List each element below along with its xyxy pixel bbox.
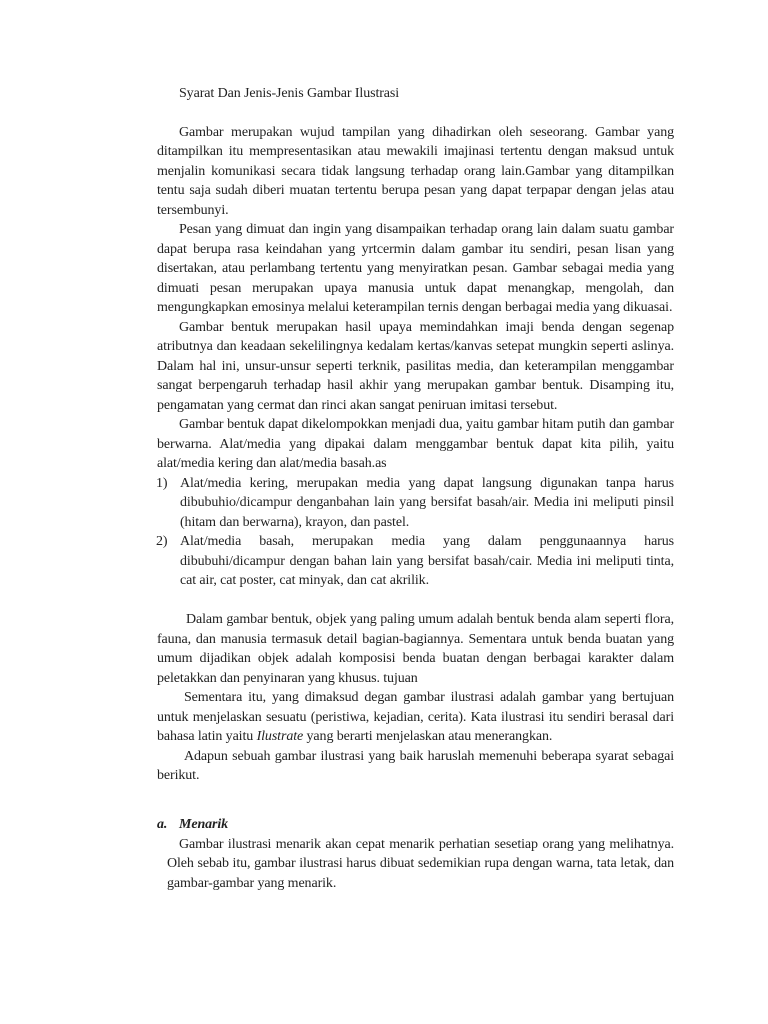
spacer — [157, 786, 674, 806]
document-title: Syarat Dan Jenis-Jenis Gambar Ilustrasi — [179, 86, 400, 101]
paragraph-6-text-end: yang berarti menjelaskan atau menerangkan. — [303, 729, 553, 744]
list-item-text: Alat/media basah, merupakan media yang dalam penggunaannya harus dibubuhi/dicampur dengan bahan lain yang bersifat basah/cair. Media ini meliputi tinta, cat air, cat poster, cat minyak, dan cat akrilik. — [180, 534, 674, 588]
media-list — [157, 474, 674, 591]
paragraph-7: Adapun sebuah gambar ilustrasi yang baik haruslah memenuhi beberapa syarat sebagai berikut. — [157, 748, 674, 783]
section-marker: a. — [157, 817, 168, 832]
paragraph-2: Pesan yang dimuat dan ingin yang disampaikan terhadap orang lain dalam suatu gambar dapat berupa rasa keindahan yang yrtcermin dalam gambar itu sendiri, pesan lisan yang disertakan, atau perlambang tertentu yang menyiratkan pesan. Gambar sebagai media yang dimuati pesan merupakan upaya manusia untuk dapat menangkap, mengolah, dan mengungkapkan emosinya melalui keterampilan ternis dengan berbagai media yang dikuasai. — [157, 222, 674, 315]
latin-term: Ilustrate — [256, 729, 304, 744]
paragraph-3: Gambar bentuk merupakan hasil upaya memindahkan imaji benda dengan segenap atributnya dan keadaan sekelilingnya kedalam kertas/kanvas setepat mungkin seperti aslinya. Dalam hal ini, unsur-unsur seperti terknik, pasilitas media, dan keterampilan menggambar sangat berpengaruh terhadap hasil akhir yang merupakan gambar bentuk. Disamping itu, pengamatan yang cermat dan rinci akan sangat peniruan imitasi tersebut. — [157, 319, 674, 413]
list-item — [157, 474, 674, 533]
list-item-text: Alat/media kering, merupakan media yang dapat langsung digunakan tanpa harus dibubuhio/dicampur denganbahan lain yang bersifat basah/air. Media ini meliputi pinsil (hitam dan berwarna), krayon, dan pastel. — [180, 475, 674, 530]
spacer — [157, 591, 674, 611]
list-item — [157, 532, 674, 591]
paragraph-1: Gambar merupakan wujud tampilan yang dihadirkan oleh seseorang. Gambar yang ditampilkan itu mempresentasikan atau mewakili imajinasi tertentu dengan maksud untuk menjalin komunikasi secara tidak langsung terhadap orang lain.Gambar yang ditampilkan tentu saja sudah diberi muatan tertentu berupa pesan yang dapat terpapar dengan jelas atau tersembunyi. — [157, 124, 674, 218]
document-body — [157, 84, 674, 893]
paragraph-5: Dalam gambar bentuk, objek yang paling umum adalah bentuk benda alam seperti flora, fauna, dan manusia termasuk detail bagian-bagiannya. Sementara untuk benda buatan yang umum dijadikan objek adalah komposisi benda buatan dengan berbagai karakter dalam peletakkan dan penyinaran yang khusus. tujuan — [157, 612, 674, 686]
paragraph-6 — [157, 688, 674, 747]
list-item-number: 1) — [156, 475, 168, 491]
section-heading — [157, 815, 674, 835]
section-paragraph: Gambar ilustrasi menarik akan cepat menarik perhatian sesetiap orang yang melihatnya. Oleh sebab itu, gambar ilustrasi harus dibuat sedemikian rupa dengan warna, tata letak, dan gambar-gambar yang menarik. — [167, 836, 674, 891]
paragraph-4: Gambar bentuk dapat dikelompokkan menjadi dua, yaitu gambar hitam putih dan gambar berwarna. Alat/media yang dipakai dalam menggambar bentuk dapat kita pilih, yaitu alat/media kering dan alat/media basah.as — [157, 417, 674, 471]
list-item-number: 2) — [156, 534, 168, 549]
section-heading-text: Menarik — [179, 817, 229, 832]
paragraph-6-text: Sementara itu, yang dimaksud degan gambar ilustrasi adalah gambar yang bertujuan untuk menjelaskan sesuatu (peristiwa, kejadian, cerita). Kata ilustrasi itu sendiri berasal dari bahasa latin yaitu — [157, 690, 674, 744]
